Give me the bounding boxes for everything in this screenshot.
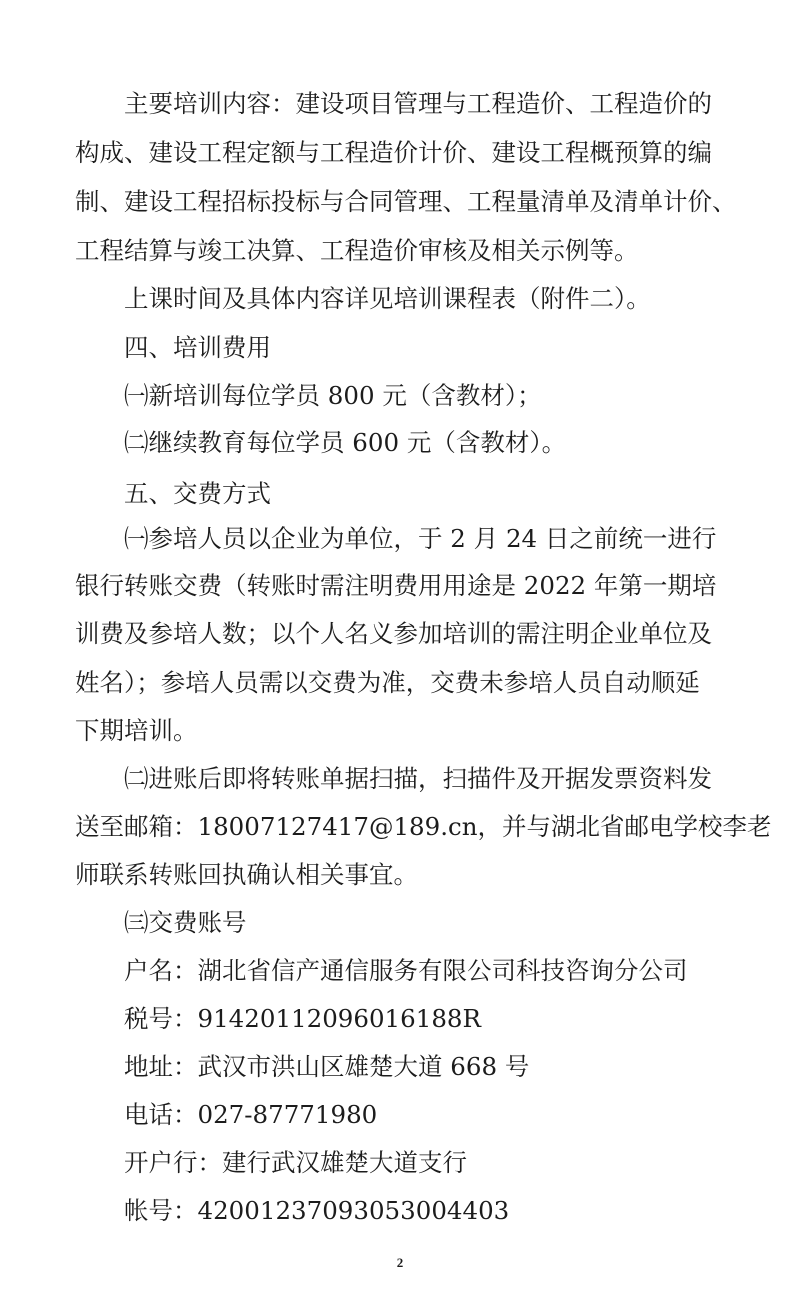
text-line: 电话：027-87771980 (124, 1100, 378, 1129)
text-line: 税号：91420112096016188R (124, 1004, 481, 1033)
text-line: 制、建设工程招标投标与合同管理、工程量清单及清单计价、 (75, 187, 737, 216)
text-line: ㈡进账后即将转账单据扫描，扫描件及开据发票资料发 (124, 764, 712, 793)
text-line: 下期培训。 (75, 716, 198, 745)
section-heading: 四、培训费用 (124, 333, 271, 362)
text-line: 构成、建设工程定额与工程造价计价、建设工程概预算的编 (75, 138, 712, 167)
text-line: ㈡继续教育每位学员 600 元（含教材）。 (124, 428, 567, 457)
text-line: 户名：湖北省信产通信服务有限公司科技咨询分公司 (124, 956, 688, 985)
section-heading: 五、交费方式 (124, 479, 271, 508)
text-line: 帐号：42001237093053004403 (124, 1196, 510, 1225)
text-line: 开户行：建行武汉雄楚大道支行 (124, 1148, 467, 1177)
text-line: 地址：武汉市洪山区雄楚大道 668 号 (124, 1052, 530, 1081)
text-line: 上课时间及具体内容详见培训课程表（附件二）。 (124, 284, 651, 313)
text-line: 师联系转账回执确认相关事宜。 (75, 860, 418, 889)
text-line: 主要培训内容：建设项目管理与工程造价、工程造价的 (124, 89, 712, 118)
text-line: ㈠参培人员以企业为单位，于 2 月 24 日之前统一进行 (124, 524, 717, 553)
text-line: 工程结算与竣工决算、工程造价审核及相关示例等。 (75, 236, 639, 265)
text-line: 送至邮箱：18007127417@189.cn，并与湖北省邮电学校李老 (75, 812, 772, 841)
text-line: ㈢交费账号 (124, 908, 247, 937)
text-line: 银行转账交费（转账时需注明费用用途是 2022 年第一期培 (75, 571, 717, 600)
text-line: 姓名）；参培人员需以交费为准，交费未参培人员自动顺延 (75, 668, 700, 697)
text-line: ㈠新培训每位学员 800 元（含教材）； (124, 381, 542, 410)
text-line: 训费及参培人数；以个人名义参加培训的需注明企业单位及 (75, 619, 712, 648)
page-number: 2 (396, 1255, 404, 1270)
